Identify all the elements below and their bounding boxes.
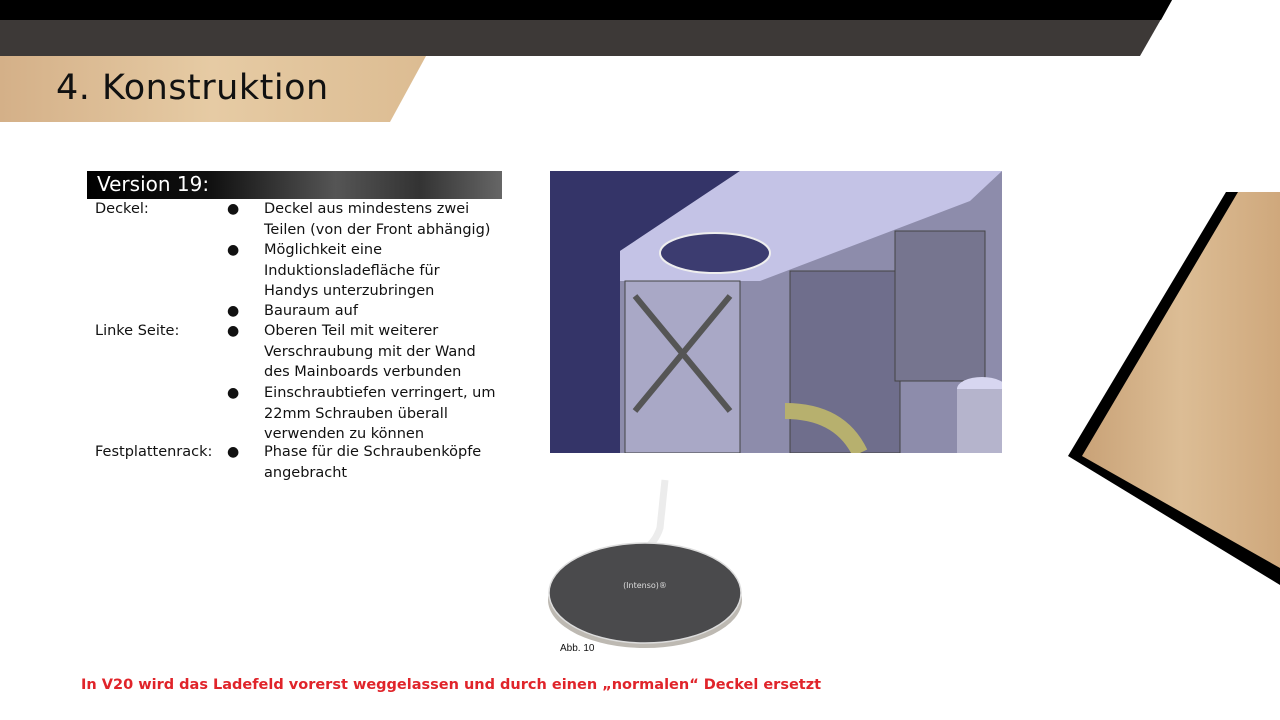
- bullet-text: Deckel aus mindestens zwei Teilen (von der Front abhängig): [264, 201, 491, 238]
- version-heading: Version 19:: [87, 171, 502, 199]
- header-bar: [0, 0, 1280, 56]
- bullet-text: Oberen Teil mit weiterer Verschraubung mit der Wand des Mainboards verbunden: [264, 323, 476, 380]
- brand-logo: (Intenso)®: [623, 581, 667, 590]
- cad-model-image: [550, 171, 1002, 453]
- bullet-text: Phase für die Schraubenköpfe angebracht: [264, 444, 482, 481]
- bullet-icon: ●: [227, 444, 240, 460]
- bullet-icon: ●: [227, 201, 240, 217]
- bullet-icon: ●: [227, 323, 240, 339]
- bullet-icon: ●: [227, 385, 240, 401]
- bullet-text: Möglichkeit eine Induktionsladefläche für Handys unterzubringen: [264, 242, 440, 299]
- page-title: 4. Konstruktion: [56, 68, 329, 108]
- bullet-text: Bauraum auf: [264, 303, 358, 319]
- wireless-charger-image: [545, 478, 745, 653]
- section-label: Festplattenrack:: [95, 444, 213, 460]
- section-label: Deckel:: [95, 201, 149, 217]
- bullet-text: Einschraubtiefen verringert, um 22mm Schrauben überall verwenden zu können: [264, 385, 496, 442]
- bullet-icon: ●: [227, 303, 240, 319]
- bullet-icon: ●: [227, 242, 240, 258]
- section-label: Linke Seite:: [95, 323, 180, 339]
- wood-decoration-right: [1060, 190, 1280, 590]
- red-note: In V20 wird das Ladefeld vorerst weggelassen und durch einen „normalen“ Deckel ersetzt: [81, 677, 822, 693]
- figure-caption: Abb. 10: [560, 643, 595, 654]
